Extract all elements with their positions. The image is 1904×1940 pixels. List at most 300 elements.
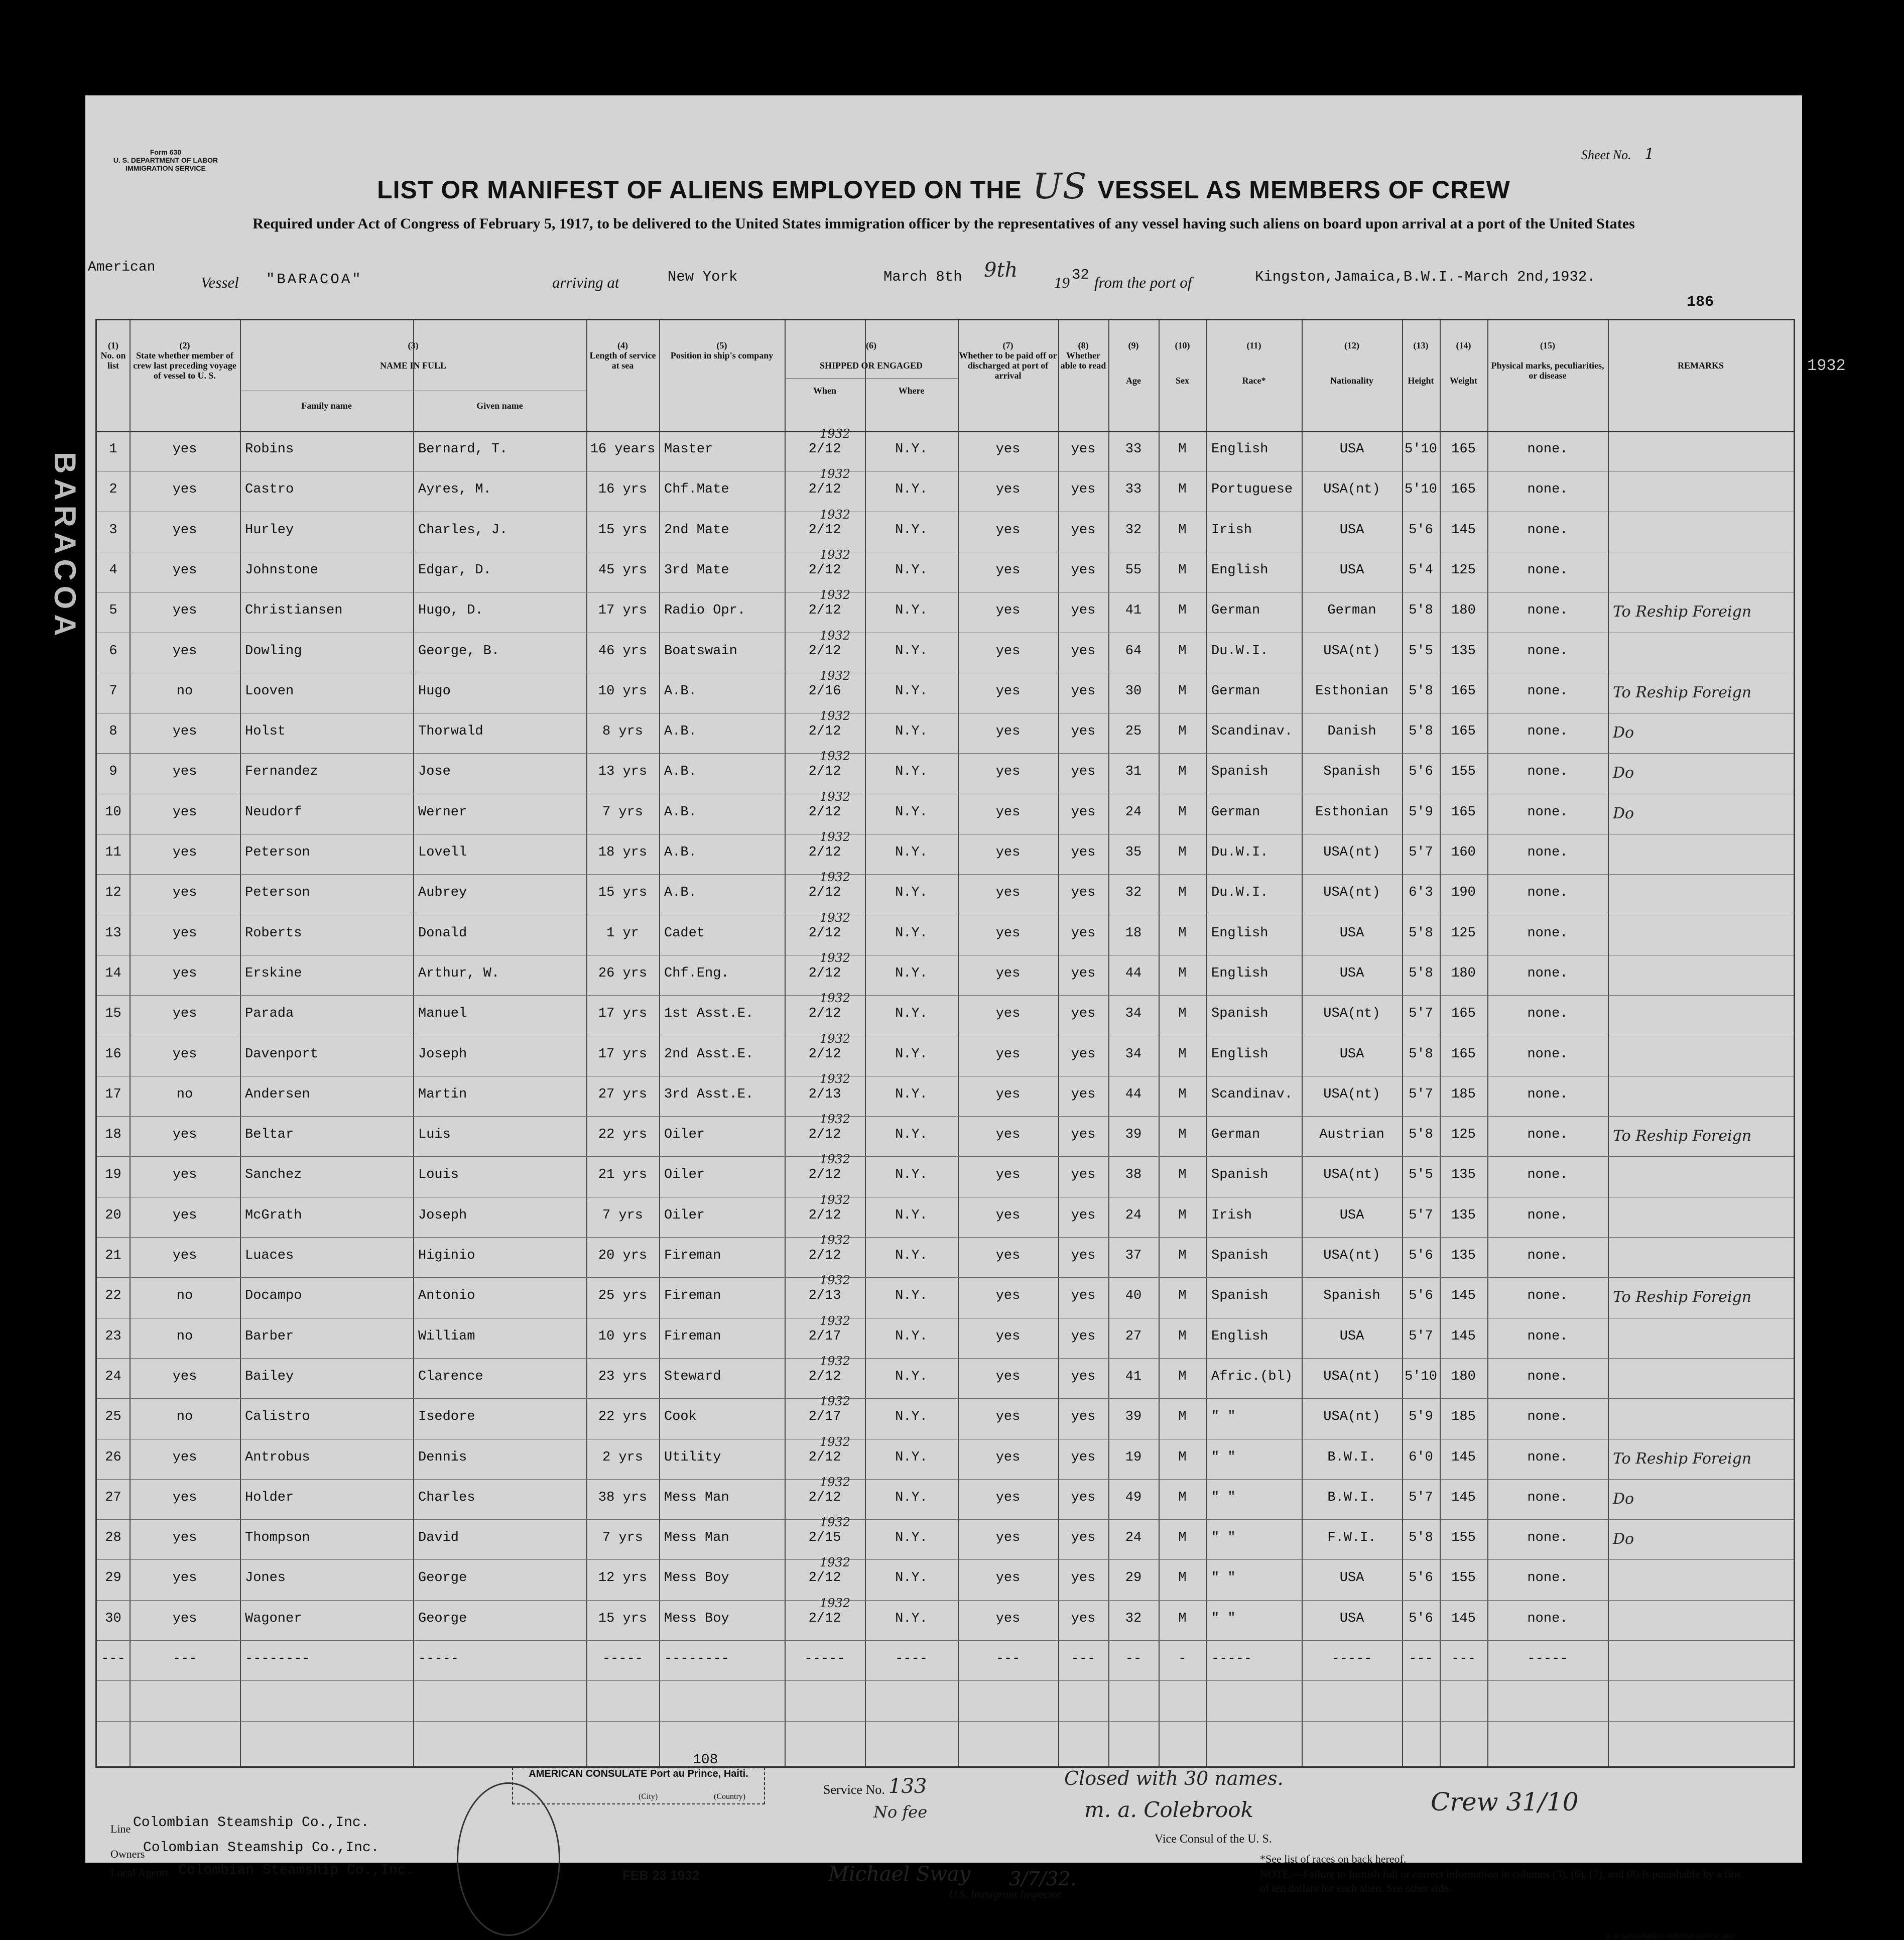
header-rule bbox=[785, 378, 958, 379]
cell-position: Boatswain bbox=[664, 643, 737, 659]
cell-given: Donald bbox=[418, 925, 467, 941]
cell-marks: none. bbox=[1527, 1167, 1568, 1183]
cell-family: Holder bbox=[245, 1490, 294, 1505]
shipped-year-note: 1932 bbox=[820, 950, 851, 965]
cell-nat: B.W.I. bbox=[1327, 1490, 1376, 1505]
row-rule bbox=[97, 1559, 1794, 1560]
cell-age: 24 bbox=[1125, 804, 1142, 820]
cell-prev: no bbox=[176, 1409, 193, 1425]
cell-where: N.Y. bbox=[895, 1328, 928, 1344]
cell-no: 30 bbox=[105, 1611, 121, 1626]
cell-given: Arthur, W. bbox=[418, 965, 500, 981]
shipped-year-note: 1932 bbox=[820, 1152, 851, 1167]
cell-given: George bbox=[418, 1570, 467, 1586]
cell-weight: 125 bbox=[1451, 562, 1476, 578]
cell-nat: USA(nt) bbox=[1323, 1086, 1380, 1102]
cell-nat: USA(nt) bbox=[1323, 885, 1380, 901]
cell-family: Erskine bbox=[245, 965, 302, 981]
cell-height: 5'6 bbox=[1409, 764, 1433, 780]
cell-no: 2 bbox=[109, 482, 117, 498]
cell-family: Sanchez bbox=[245, 1167, 302, 1183]
shipped-year-note: 1932 bbox=[820, 1475, 851, 1489]
end-row-position: -------- bbox=[664, 1651, 729, 1666]
cell-marks: none. bbox=[1527, 562, 1568, 578]
cell-sex: M bbox=[1178, 683, 1187, 699]
cell-age: 41 bbox=[1125, 603, 1142, 619]
cell-nat: USA(nt) bbox=[1323, 1248, 1380, 1263]
cell-read: yes bbox=[1071, 764, 1096, 780]
cell-nat: USA(nt) bbox=[1323, 1167, 1380, 1183]
cell-weight: 165 bbox=[1451, 482, 1476, 498]
cell-position: Fireman bbox=[664, 1328, 721, 1344]
shipped-year-note: 1932 bbox=[820, 547, 851, 562]
col-header-2: (2) State whether member of crew last preceding voyage of vessel to U. S. bbox=[133, 340, 236, 381]
cell-age: 39 bbox=[1125, 1409, 1142, 1425]
department: U. S. DEPARTMENT OF LABOR bbox=[113, 156, 218, 164]
cell-where: N.Y. bbox=[895, 1207, 928, 1223]
race-note: *See list of races on back hereof. bbox=[1260, 1853, 1407, 1865]
cell-when: 2/12 bbox=[808, 1046, 841, 1062]
cell-sex: M bbox=[1178, 1369, 1187, 1384]
cell-marks: none. bbox=[1527, 965, 1568, 981]
cell-when: 2/12 bbox=[808, 1369, 841, 1384]
subheader-when: When bbox=[813, 386, 836, 396]
row-rule bbox=[97, 1358, 1794, 1359]
row-rule bbox=[97, 1519, 1794, 1520]
cell-where: N.Y. bbox=[895, 804, 928, 820]
page-title bbox=[85, 166, 1802, 207]
cell-age: 30 bbox=[1125, 683, 1142, 699]
cell-prev: no bbox=[176, 1288, 193, 1304]
vessel-label: Vessel bbox=[201, 274, 239, 291]
cell-where: N.Y. bbox=[895, 442, 928, 457]
cell-paid: yes bbox=[995, 1127, 1021, 1143]
end-row-family: -------- bbox=[245, 1651, 310, 1666]
cell-height: 5'7 bbox=[1409, 1490, 1433, 1505]
cell-prev: yes bbox=[172, 764, 197, 780]
cell-height: 5'9 bbox=[1409, 1409, 1433, 1425]
cell-given: Luis bbox=[418, 1127, 451, 1143]
cell-race: Irish bbox=[1211, 1207, 1252, 1223]
cell-no: 1 bbox=[109, 442, 117, 457]
cell-weight: 165 bbox=[1451, 724, 1476, 740]
shipped-year-note: 1932 bbox=[820, 991, 851, 1006]
cell-given: Joseph bbox=[418, 1046, 467, 1062]
row-rule bbox=[97, 1398, 1794, 1399]
cell-race: Spanish bbox=[1211, 1167, 1268, 1183]
shipped-year-note: 1932 bbox=[820, 628, 851, 643]
cell-nat: USA bbox=[1339, 1611, 1364, 1626]
cell-position: A.B. bbox=[664, 804, 697, 820]
cell-read: yes bbox=[1071, 1369, 1096, 1384]
line-label: Line bbox=[110, 1823, 131, 1835]
count-note: 108 bbox=[693, 1752, 718, 1768]
cell-prev: yes bbox=[172, 1207, 197, 1223]
cell-prev: yes bbox=[172, 724, 197, 740]
cell-where: N.Y. bbox=[895, 1369, 928, 1384]
cell-sex: M bbox=[1178, 1167, 1187, 1183]
cell-read: yes bbox=[1071, 1490, 1096, 1505]
cell-service: 15 yrs bbox=[598, 885, 648, 901]
cell-service: 27 yrs bbox=[598, 1086, 648, 1102]
cell-age: 55 bbox=[1125, 562, 1142, 578]
cell-no: 11 bbox=[105, 845, 121, 860]
cell-paid: yes bbox=[995, 1207, 1021, 1223]
cell-nat: USA(nt) bbox=[1323, 643, 1380, 659]
cell-family: Bailey bbox=[245, 1369, 294, 1384]
cell-service: 7 yrs bbox=[602, 1207, 643, 1223]
stamp-country: (Country) bbox=[714, 1792, 746, 1801]
cell-age: 32 bbox=[1125, 522, 1142, 538]
cell-paid: yes bbox=[995, 1006, 1021, 1022]
cell-read: yes bbox=[1071, 643, 1096, 659]
cell-weight: 180 bbox=[1451, 603, 1476, 619]
cell-nat: Spanish bbox=[1323, 1288, 1380, 1304]
cell-height: 5'8 bbox=[1409, 965, 1433, 981]
cell-when: 2/12 bbox=[808, 764, 841, 780]
sheet-number bbox=[1581, 146, 1654, 163]
cell-given: Higinio bbox=[418, 1248, 475, 1263]
cell-remarks: Do bbox=[1613, 1530, 1634, 1548]
cell-read: yes bbox=[1071, 1530, 1096, 1546]
cell-age: 64 bbox=[1125, 643, 1142, 659]
cell-sex: M bbox=[1178, 603, 1187, 619]
end-row-nat: ----- bbox=[1331, 1651, 1372, 1666]
cell-height: 5'8 bbox=[1409, 1046, 1433, 1062]
shipped-year-note: 1932 bbox=[820, 1354, 851, 1368]
owners-label: Owners bbox=[110, 1848, 145, 1860]
closed-note: Closed with 30 names. bbox=[1064, 1767, 1284, 1789]
cell-given: Lovell bbox=[418, 845, 467, 860]
year-suffix: 32 bbox=[1072, 267, 1089, 283]
cell-prev: yes bbox=[172, 643, 197, 659]
cell-weight: 145 bbox=[1451, 1328, 1476, 1344]
cell-given: Isedore bbox=[418, 1409, 475, 1425]
cell-paid: yes bbox=[995, 724, 1021, 740]
col-header-6: (6) SHIPPED OR ENGAGED bbox=[819, 340, 923, 371]
cell-prev: yes bbox=[172, 482, 197, 498]
cell-marks: none. bbox=[1527, 1288, 1568, 1304]
cell-weight: 145 bbox=[1451, 1611, 1476, 1626]
cell-service: 2 yrs bbox=[602, 1449, 643, 1465]
shipped-year-note: 1932 bbox=[820, 1112, 851, 1127]
from-port: Kingston,Jamaica,B.W.I.-March 2nd,1932. bbox=[1255, 269, 1596, 285]
cell-age: 25 bbox=[1125, 724, 1142, 740]
subheader-where: Where bbox=[898, 386, 925, 396]
subtitle: Required under Act of Congress of February 5, 1917, to be delivered to the United States immigration officer by the representatives of any vessel having such aliens on board upon arrival at a port of the United States bbox=[252, 215, 1635, 232]
col-header-11: (11) Race* bbox=[1242, 340, 1266, 386]
cell-height: 6'0 bbox=[1409, 1449, 1433, 1465]
row-rule bbox=[97, 995, 1794, 996]
cell-when: 2/12 bbox=[808, 562, 841, 578]
cell-prev: yes bbox=[172, 1006, 197, 1022]
cell-service: 20 yrs bbox=[598, 1248, 648, 1263]
cell-nat: F.W.I. bbox=[1327, 1530, 1376, 1546]
shipped-year-note: 1932 bbox=[820, 749, 851, 764]
cell-sex: M bbox=[1178, 885, 1187, 901]
subheader-given: Given name bbox=[476, 401, 523, 411]
cell-paid: yes bbox=[995, 442, 1021, 457]
cell-when: 2/12 bbox=[808, 1611, 841, 1626]
cell-remarks: To Reship Foreign bbox=[1613, 1288, 1752, 1306]
cell-prev: yes bbox=[172, 925, 197, 941]
cell-nat: USA(nt) bbox=[1323, 1369, 1380, 1384]
cell-where: N.Y. bbox=[895, 1490, 928, 1505]
cell-position: Mess Man bbox=[664, 1530, 729, 1546]
cell-when: 2/12 bbox=[808, 1449, 841, 1465]
cell-nat: USA bbox=[1339, 965, 1364, 981]
cell-when: 2/12 bbox=[808, 1570, 841, 1586]
cell-nat: Esthonian bbox=[1315, 683, 1388, 699]
cell-age: 44 bbox=[1125, 1086, 1142, 1102]
cell-position: Utility bbox=[664, 1449, 721, 1465]
cell-nat: Esthonian bbox=[1315, 804, 1388, 820]
cell-height: 5'7 bbox=[1409, 1006, 1433, 1022]
cell-prev: no bbox=[176, 683, 193, 699]
cell-paid: yes bbox=[995, 1167, 1021, 1183]
cell-marks: none. bbox=[1527, 683, 1568, 699]
sheet-label: Sheet No. bbox=[1581, 148, 1631, 162]
flag: American bbox=[88, 260, 156, 275]
cell-race: Spanish bbox=[1211, 1006, 1268, 1022]
cell-read: yes bbox=[1071, 965, 1096, 981]
cell-no: 21 bbox=[105, 1248, 121, 1263]
crew-table bbox=[95, 319, 1795, 1768]
cell-nat: USA bbox=[1339, 562, 1364, 578]
cell-race: Scandinav. bbox=[1211, 1086, 1293, 1102]
cell-sex: M bbox=[1178, 482, 1187, 498]
shipped-year-note: 1932 bbox=[820, 1434, 851, 1449]
cell-height: 5'8 bbox=[1409, 724, 1433, 740]
cell-service: 10 yrs bbox=[598, 683, 648, 699]
stamp-city: (City) bbox=[639, 1792, 658, 1801]
cell-service: 25 yrs bbox=[598, 1288, 648, 1304]
shipped-year-note: 1932 bbox=[820, 1515, 851, 1530]
cell-position: A.B. bbox=[664, 885, 697, 901]
cell-paid: yes bbox=[995, 1570, 1021, 1586]
cell-where: N.Y. bbox=[895, 845, 928, 860]
cell-family: Christiansen bbox=[245, 603, 343, 619]
row-rule bbox=[97, 874, 1794, 875]
cell-remarks: Do bbox=[1613, 804, 1634, 822]
arriving-port: New York bbox=[668, 269, 738, 285]
cell-race: Irish bbox=[1211, 522, 1252, 538]
cell-age: 32 bbox=[1125, 1611, 1142, 1626]
shipped-year-note: 1932 bbox=[820, 427, 851, 441]
cell-marks: none. bbox=[1527, 1127, 1568, 1143]
end-row-weight: --- bbox=[1451, 1651, 1476, 1666]
cell-race: Spanish bbox=[1211, 1288, 1268, 1304]
cell-position: Mess Man bbox=[664, 1490, 729, 1505]
cell-family: Docampo bbox=[245, 1288, 302, 1304]
cell-nat: USA bbox=[1339, 1328, 1364, 1344]
title-before: LIST OR MANIFEST OF ALIENS EMPLOYED ON THE bbox=[377, 176, 1022, 204]
cell-sex: M bbox=[1178, 965, 1187, 981]
cell-race: Du.W.I. bbox=[1211, 885, 1268, 901]
side-stamp: BARACOA bbox=[48, 452, 82, 641]
cell-nat: German bbox=[1327, 603, 1376, 619]
cell-paid: yes bbox=[995, 683, 1021, 699]
cell-family: Roberts bbox=[245, 925, 302, 941]
inspector-signature: Michael Sway bbox=[828, 1863, 971, 1886]
cell-height: 5'9 bbox=[1409, 804, 1433, 820]
cell-prev: yes bbox=[172, 1046, 197, 1062]
cell-remarks: To Reship Foreign bbox=[1613, 1127, 1752, 1145]
cell-position: Fireman bbox=[664, 1248, 721, 1263]
col-header-3: (3) NAME IN FULL bbox=[379, 340, 446, 371]
cell-paid: yes bbox=[995, 562, 1021, 578]
column-rule bbox=[659, 320, 660, 1766]
row-rule bbox=[97, 1277, 1794, 1278]
cell-height: 5'10 bbox=[1405, 482, 1437, 498]
service-number: 133 bbox=[888, 1775, 927, 1798]
cell-weight: 155 bbox=[1451, 1530, 1476, 1546]
cell-when: 2/13 bbox=[808, 1086, 841, 1102]
cell-position: Cadet bbox=[664, 925, 705, 941]
cell-given: Martin bbox=[418, 1086, 467, 1102]
cell-position: 3rd Asst.E. bbox=[664, 1086, 754, 1102]
owners-value: Colombian Steamship Co.,Inc. bbox=[143, 1840, 379, 1856]
cell-position: A.B. bbox=[664, 764, 697, 780]
cell-paid: yes bbox=[995, 1449, 1021, 1465]
cell-where: N.Y. bbox=[895, 1288, 928, 1304]
agents-label: Local Agents bbox=[110, 1866, 169, 1879]
cell-sex: M bbox=[1178, 845, 1187, 860]
cell-when: 2/12 bbox=[808, 1248, 841, 1263]
cell-family: Robins bbox=[245, 442, 294, 457]
cell-marks: none. bbox=[1527, 1207, 1568, 1223]
cell-race: German bbox=[1211, 603, 1260, 619]
cell-race: English bbox=[1211, 965, 1268, 981]
col-header-12: (12) Nationality bbox=[1330, 340, 1373, 386]
shipped-year-note: 1932 bbox=[820, 1394, 851, 1409]
cell-family: Beltar bbox=[245, 1127, 294, 1143]
cell-sex: M bbox=[1178, 1328, 1187, 1344]
cell-height: 5'8 bbox=[1409, 683, 1433, 699]
manifest-page bbox=[85, 95, 1802, 1940]
col-header-4: (4) Length of service at sea bbox=[589, 340, 656, 371]
cell-race: Spanish bbox=[1211, 764, 1268, 780]
cell-marks: none. bbox=[1527, 1530, 1568, 1546]
cell-given: William bbox=[418, 1328, 475, 1344]
cell-remarks: Do bbox=[1613, 1490, 1634, 1508]
cell-race: " " bbox=[1211, 1409, 1236, 1425]
cell-service: 45 yrs bbox=[598, 562, 648, 578]
cell-family: Andersen bbox=[245, 1086, 310, 1102]
cell-prev: yes bbox=[172, 1127, 197, 1143]
cell-position: A.B. bbox=[664, 845, 697, 860]
cell-position: 3rd Mate bbox=[664, 562, 729, 578]
shipped-year-note: 1932 bbox=[820, 789, 851, 804]
cell-paid: yes bbox=[995, 1288, 1021, 1304]
printing-office: U. S. GOVERNMENT PRINTING OFFICE: 1932 bbox=[1606, 1933, 1736, 1940]
cell-no: 14 bbox=[105, 965, 121, 981]
cell-height: 6'3 bbox=[1409, 885, 1433, 901]
cell-weight: 165 bbox=[1451, 683, 1476, 699]
cell-marks: none. bbox=[1527, 1086, 1568, 1102]
cell-family: Barber bbox=[245, 1328, 294, 1344]
cell-nat: USA(nt) bbox=[1323, 482, 1380, 498]
cell-nat: USA(nt) bbox=[1323, 1006, 1380, 1022]
form-number: Form 630 bbox=[150, 148, 182, 156]
cell-weight: 155 bbox=[1451, 764, 1476, 780]
cell-where: N.Y. bbox=[895, 724, 928, 740]
cell-height: 5'10 bbox=[1405, 1369, 1437, 1384]
cell-weight: 135 bbox=[1451, 1248, 1476, 1263]
cell-read: yes bbox=[1071, 482, 1096, 498]
cell-no: 16 bbox=[105, 1046, 121, 1062]
cell-where: N.Y. bbox=[895, 482, 928, 498]
cell-family: Peterson bbox=[245, 885, 310, 901]
cell-prev: yes bbox=[172, 1490, 197, 1505]
cell-given: Jose bbox=[418, 764, 451, 780]
cell-sex: M bbox=[1178, 1248, 1187, 1263]
cell-when: 2/12 bbox=[808, 885, 841, 901]
col-header-1: (1) No. on list bbox=[100, 340, 126, 371]
cell-race: German bbox=[1211, 1127, 1260, 1143]
cell-family: Luaces bbox=[245, 1248, 294, 1263]
end-row-when: ----- bbox=[804, 1651, 845, 1666]
end-row-race: ----- bbox=[1211, 1651, 1252, 1666]
cell-when: 2/13 bbox=[808, 1288, 841, 1304]
cell-sex: M bbox=[1178, 1611, 1187, 1626]
cell-age: 37 bbox=[1125, 1248, 1142, 1263]
cell-service: 7 yrs bbox=[602, 1530, 643, 1546]
cell-sex: M bbox=[1178, 1490, 1187, 1505]
cell-sex: M bbox=[1178, 1207, 1187, 1223]
cell-read: yes bbox=[1071, 1207, 1096, 1223]
cell-nat: Austrian bbox=[1319, 1127, 1384, 1143]
year-prefix: 19 bbox=[1054, 274, 1070, 291]
cell-given: George bbox=[418, 1611, 467, 1626]
cell-height: 5'6 bbox=[1409, 1570, 1433, 1586]
shipped-year-note: 1932 bbox=[820, 588, 851, 602]
cell-no: 22 bbox=[105, 1288, 121, 1304]
cell-weight: 125 bbox=[1451, 1127, 1476, 1143]
cell-service: 8 yrs bbox=[602, 724, 643, 740]
cell-no: 15 bbox=[105, 1006, 121, 1022]
cell-read: yes bbox=[1071, 845, 1096, 860]
cell-nat: B.W.I. bbox=[1327, 1449, 1376, 1465]
cell-given: Dennis bbox=[418, 1449, 467, 1465]
cell-service: 46 yrs bbox=[598, 643, 648, 659]
cell-when: 2/16 bbox=[808, 683, 841, 699]
cell-remarks: To Reship Foreign bbox=[1613, 683, 1752, 701]
cell-position: 2nd Asst.E. bbox=[664, 1046, 754, 1062]
cell-race: " " bbox=[1211, 1530, 1236, 1546]
cell-age: 41 bbox=[1125, 1369, 1142, 1384]
inspector-date: 3/7/32. bbox=[1009, 1868, 1077, 1890]
cell-service: 10 yrs bbox=[598, 1328, 648, 1344]
cell-marks: none. bbox=[1527, 724, 1568, 740]
cell-sex: M bbox=[1178, 442, 1187, 457]
cell-service: 18 yrs bbox=[598, 845, 648, 860]
end-row-read: --- bbox=[1071, 1651, 1096, 1666]
cell-race: " " bbox=[1211, 1449, 1236, 1465]
consulate-stamp bbox=[512, 1767, 765, 1804]
cell-family: Thompson bbox=[245, 1530, 310, 1546]
cell-weight: 180 bbox=[1451, 965, 1476, 981]
cell-prev: yes bbox=[172, 965, 197, 981]
row-rule bbox=[97, 1640, 1794, 1641]
cell-marks: none. bbox=[1527, 1248, 1568, 1263]
cell-family: McGrath bbox=[245, 1207, 302, 1223]
cell-where: N.Y. bbox=[895, 1086, 928, 1102]
cell-age: 38 bbox=[1125, 1167, 1142, 1183]
cell-family: Fernandez bbox=[245, 764, 318, 780]
cell-no: 29 bbox=[105, 1570, 121, 1586]
arrival-date: March 8th bbox=[883, 269, 962, 285]
